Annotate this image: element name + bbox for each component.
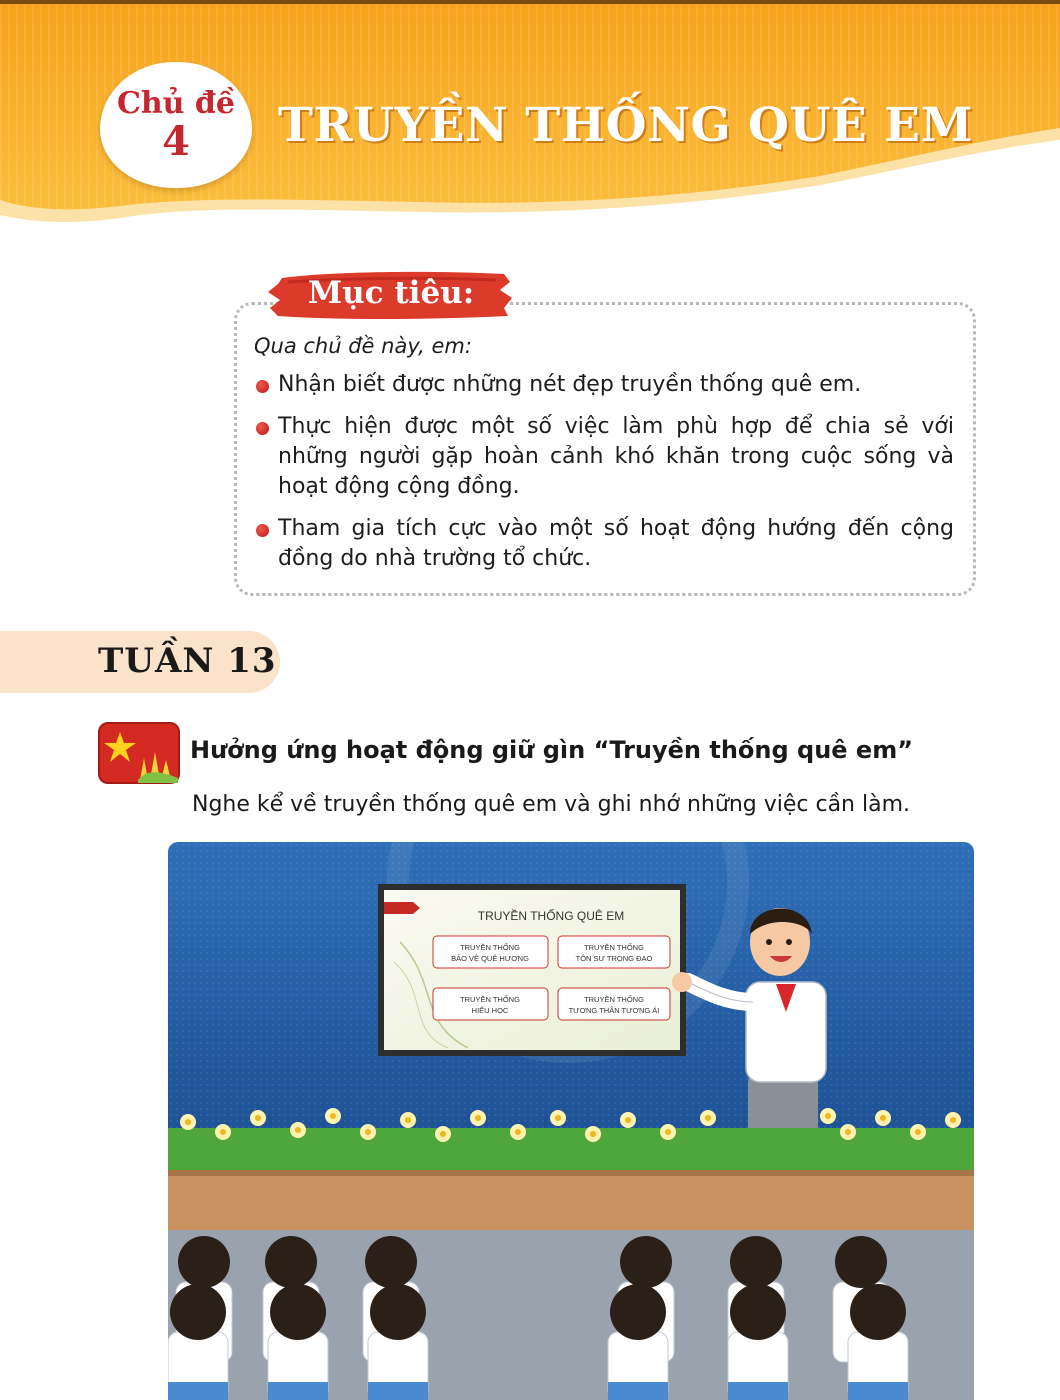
objectives-tag (268, 268, 514, 322)
svg-text:TRUYỀN THỐNG: TRUYỀN THỐNG (460, 943, 520, 952)
flag-activity-icon (98, 722, 180, 784)
objectives-tag-label: Mục tiêu: (307, 275, 475, 311)
bullet-icon (256, 524, 269, 537)
week-heading (0, 631, 280, 693)
activity-title: Hưởng ứng hoạt động giữ gìn “Truyền thống quê em” (190, 736, 913, 764)
slide-card (433, 988, 548, 1020)
slide-card (558, 988, 670, 1020)
svg-text:TRUYỀN THỐNG: TRUYỀN THỐNG (584, 995, 644, 1004)
objectives-list (254, 370, 954, 586)
objective-item: Tham gia tích cực vào một số hoạt động hướng đến cộng đồng do nhà trường tổ chức. (254, 514, 954, 574)
objectives-intro: Qua chủ đề này, em: (254, 334, 472, 358)
svg-text:HIẾU HỌC: HIẾU HỌC (471, 1006, 509, 1015)
stage-scene (168, 842, 974, 1400)
topic-banner (0, 0, 1060, 240)
svg-text:TRUYỀN THỐNG: TRUYỀN THỐNG (584, 943, 644, 952)
topic-label: Chủ đề (116, 86, 235, 121)
svg-text:BẢO VỆ QUÊ HƯƠNG: BẢO VỆ QUÊ HƯƠNG (451, 954, 529, 963)
topic-number-badge (100, 62, 252, 188)
classroom-illustration (168, 842, 974, 1400)
objective-item: Thực hiện được một số việc làm phù hợp để chia sẻ với những người gặp hoàn cảnh khó khăn trong cuộc sống và hoạt động cộng đồng. (254, 412, 954, 502)
svg-text:TƯƠNG THÂN TƯƠNG ÁI: TƯƠNG THÂN TƯƠNG ÁI (568, 1006, 660, 1015)
slide-card (433, 936, 548, 968)
objective-item: Nhận biết được những nét đẹp truyền thống quê em. (254, 370, 954, 400)
svg-text:TRUYỀN THỐNG: TRUYỀN THỐNG (460, 995, 520, 1004)
topic-number: 4 (162, 118, 190, 165)
bullet-icon (256, 380, 269, 393)
page-title: TRUYỀN THỐNG QUÊ EM (278, 98, 973, 153)
slide-card (558, 936, 670, 968)
week-label: TUẦN 13 (98, 641, 277, 681)
bullet-icon (256, 422, 269, 435)
activity-instruction: Nghe kể về truyền thống quê em và ghi nhớ những việc cần làm. (192, 792, 911, 817)
slide-title: TRUYỀN THỐNG QUÊ EM (477, 909, 625, 923)
svg-text:TÔN SƯ TRỌNG ĐẠO: TÔN SƯ TRỌNG ĐẠO (575, 954, 653, 963)
